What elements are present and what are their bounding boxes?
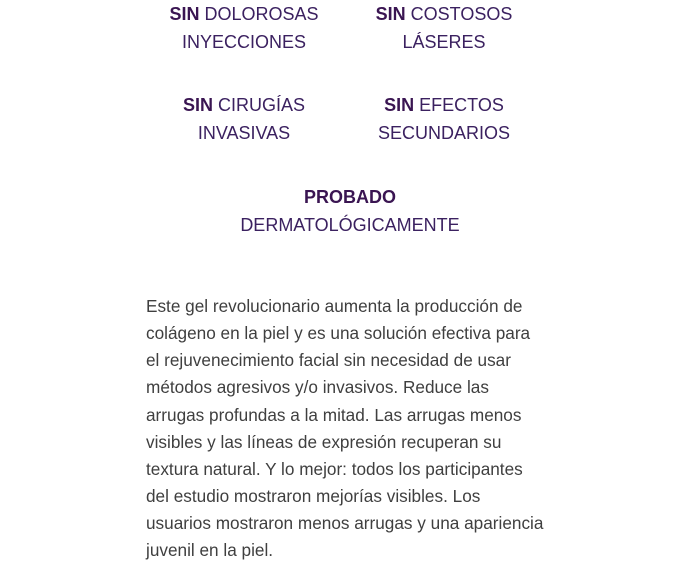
benefit-line-2: INVASIVAS [197,123,291,143]
benefit-line-1 [334,0,554,28]
benefit-no-costly-lasers [334,0,554,56]
benefit-text: COSTOSOS [405,4,513,24]
benefit-line-2: SECUNDARIOS [377,123,511,143]
benefit-keyword: SIN [182,95,213,115]
benefit-line-1 [134,91,354,119]
benefit-line-2: INYECCIONES [181,32,307,52]
benefit-keyword: SIN [169,4,200,24]
benefit-line-1 [134,0,354,28]
product-description: Este gel revolucionario aumenta la producción de colágeno en la piel y es una solución efectiva para el rejuvenecimiento facial sin necesidad de usar métodos agresivos y/o invasivos. Reduce las arrugas profundas a la mitad. Las arrugas menos visibles y las líneas de expresión recuperan su textura natural. Y lo mejor: todos los participantes del estudio mostraron mejorías visibles. Los usuarios mostraron menos arrugas y una apariencia juvenil en la piel. [146,296,544,561]
benefit-keyword: SIN [384,95,415,115]
benefit-keyword: SIN [375,4,406,24]
benefit-line-1 [190,183,510,211]
benefit-text: CIRUGÍAS [213,95,306,115]
benefit-line-1 [334,91,554,119]
benefit-text: EFECTOS [414,95,504,115]
benefit-line-2: DERMATOLÓGICAMENTE [240,215,460,235]
benefit-line-2: LÁSERES [402,32,486,52]
benefit-keyword: PROBADO [303,187,396,207]
benefit-text: DOLOROSAS [199,4,319,24]
benefit-no-invasive-surgery [134,91,354,147]
benefit-no-painful-injections [134,0,354,56]
benefit-dermatologically-tested [190,183,510,239]
benefit-no-side-effects [334,91,554,147]
